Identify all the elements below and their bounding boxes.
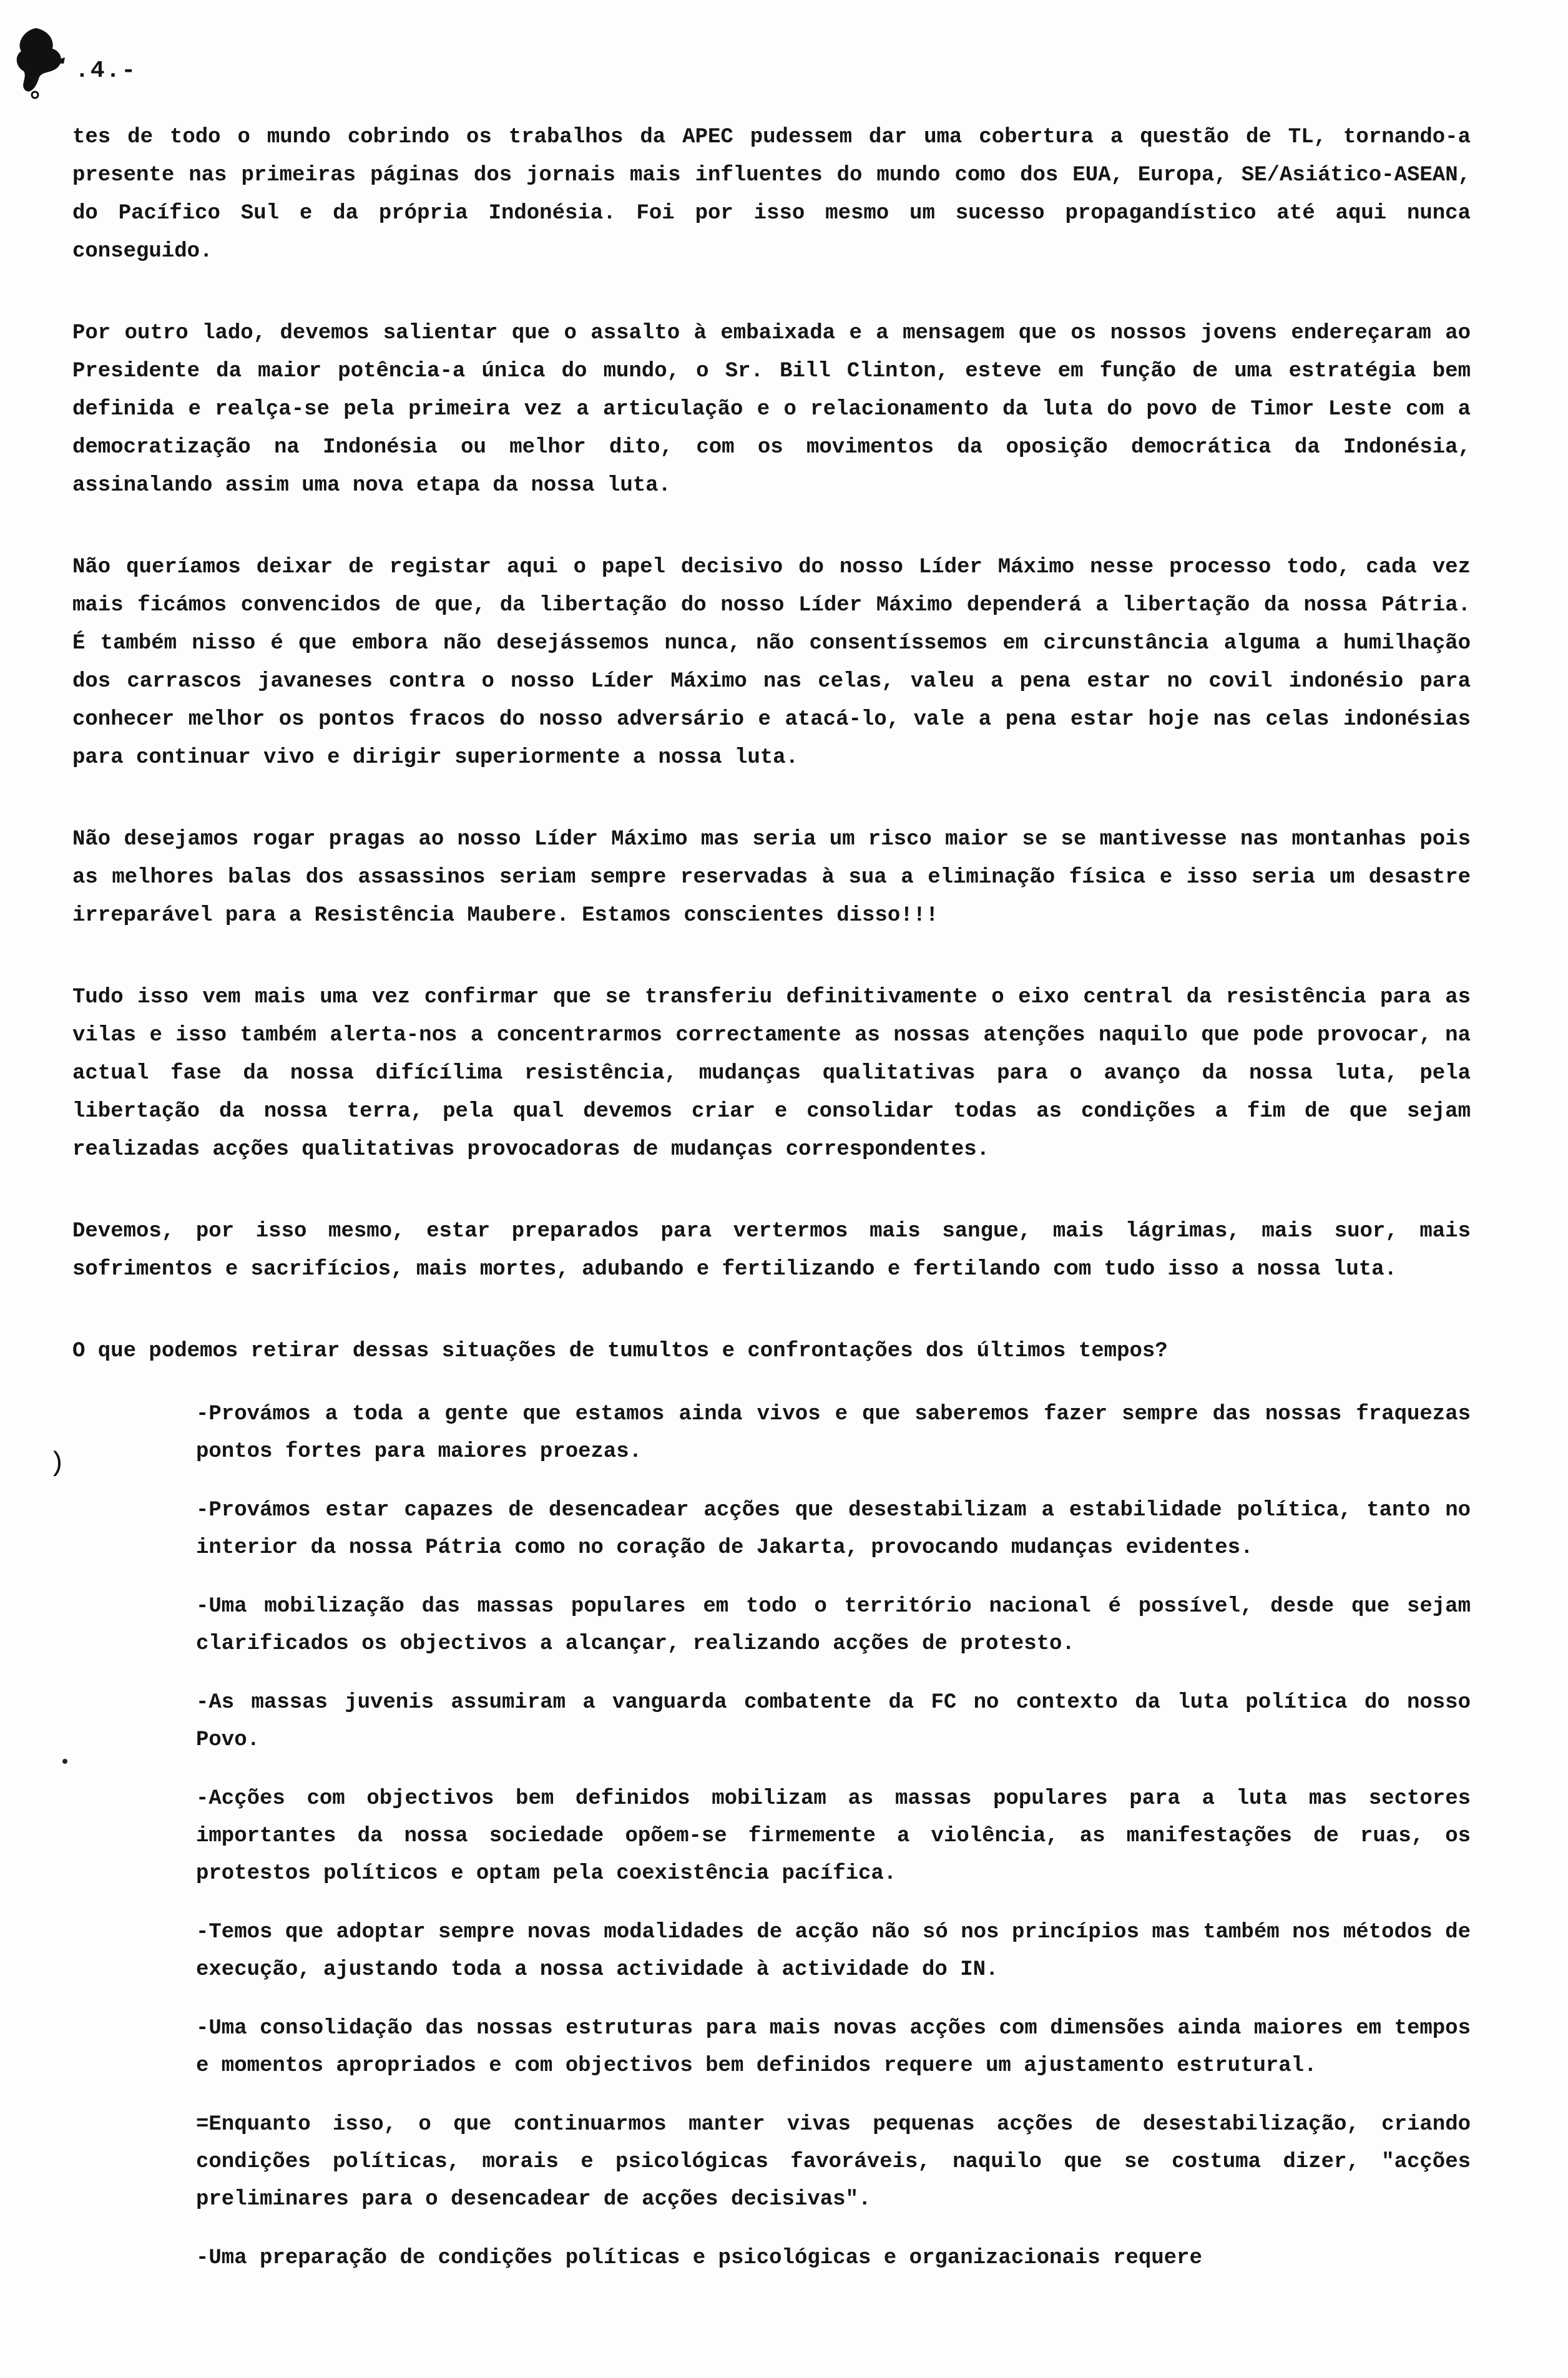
paragraph: Não desejamos rogar pragas ao nosso Líder Máximo mas seria um risco maior se se mantivesse nas montanhas pois as melhores balas dos assassinos seriam sempre reservadas à sua a eliminação física e isso seria um desastre irreparável para a Resistência Maubere. Estamos conscientes disso!!! (72, 828, 1484, 927)
list-item: =Enquanto isso, o que continuarmos manter vivas pequenas acções de desestabilização, criando condições políticas, morais e psicológicas favoráveis, naquilo que se costuma dizer, "acções preliminares para o desencadear de acções decisivas". (196, 2113, 1484, 2211)
list-item: -Uma preparação de condições políticas e psicológicas e organizacionais requere (196, 2246, 1202, 2270)
paragraph: Devemos, por isso mesmo, estar preparados para vertermos mais sangue, mais lágrimas, mais suor, mais sofrimentos e sacrifícios, mais mortes, adubando e fertilizando e fertilando com tudo isso a nossa luta. (72, 1220, 1484, 1281)
paragraph: Não queríamos deixar de registar aqui o papel decisivo do nosso Líder Máximo nesse processo todo, cada vez mais ficámos convencidos de que, da libertação do nosso Líder Máximo dependerá a libertação da nossa Pátria. É também nisso é que embora não desejássemos nunca, não consentíssemos em circunstância alguma a humilhação dos carrascos javaneses contra o nosso Líder Máximo nas celas, valeu a pena estar no covil indonésio para conhecer melhor os pontos fracos do nosso adversário e atacá-lo, vale a pena estar hoje nas celas indonésias para continuar vivo e dirigir superiormente a nossa luta. (72, 555, 1484, 770)
list-item: -Provámos a toda a gente que estamos ainda vivos e que saberemos fazer sempre das nossas fraquezas pontos fortes para maiores proezas. (196, 1402, 1484, 1464)
paragraph: Tudo isso vem mais uma vez confirmar que se transferiu definitivamente o eixo central da resistência para as vilas e isso também alerta-nos a concentrarmos correctamente as nossas atenções naquilo que pode provocar, na actual fase da nossa difícílima resistência, mudanças qualitativas para o avanço da nossa luta, pela libertação da nossa terra, pela qual devemos criar e consolidar todas as condições a fim de que sejam realizadas acções qualitativas provocadoras de mudanças correspondentes. (72, 986, 1484, 1162)
document-body (72, 119, 1484, 2298)
list-item: -Uma mobilização das massas populares em todo o território nacional é possível, desde que sejam clarificados os objectivos a alcançar, realizando acções de protesto. (196, 1595, 1484, 1656)
list-item: -Provámos estar capazes de desencadear acções que desestabilizam a estabilidade política, tanto no interior da nossa Pátria como no coração de Jakarta, provocando mudanças evidentes. (196, 1499, 1484, 1560)
margin-paren-mark: ) (49, 1448, 66, 1479)
list-item: -Temos que adoptar sempre novas modalidades de acção não só nos princípios mas também nos métodos de execução, ajustando toda a nossa actividade à actividade do IN. (196, 1921, 1484, 1982)
margin-dot-mark (62, 1759, 67, 1764)
paragraph: Por outro lado, devemos salientar que o assalto à embaixada e a mensagem que os nossos jovens endereçaram ao Presidente da maior potência-a única do mundo, o Sr. Bill Clinton, esteve em função de uma estratégia bem definida e realça-se pela primeira vez a articulação e o relacionamento da luta do povo de Timor Leste com a democratização na Indonésia ou melhor dito, com os movimentos da oposição democrática da Indonésia, assinalando assim uma nova etapa da nossa luta. (72, 321, 1484, 497)
paragraph: tes de todo o mundo cobrindo os trabalhos da APEC pudessem dar uma cobertura a questão de TL, tornando-a presente nas primeiras páginas dos jornais mais influentes do mundo como dos EUA, Europa, SE/Asiático-ASEAN, do Pacífico Sul e da própria Indonésia. Foi por isso mesmo um sucesso propagandístico até aqui nunca conseguido. (72, 125, 1484, 263)
page-number: .4.- (75, 57, 137, 84)
list-item: -Uma consolidação das nossas estruturas para mais novas acções com dimensões ainda maiores em tempos e momentos apropriados e com objectivos bem definidos requere um ajustamento estrutural. (196, 2017, 1484, 2078)
list-item: -As massas juvenis assumiram a vanguarda combatente da FC no contexto da luta política do nosso Povo. (196, 1691, 1484, 1752)
ink-blot-icon (11, 25, 67, 100)
conclusions-list (72, 1396, 1484, 2277)
question-heading: O que podemos retirar dessas situações de tumultos e confrontações dos últimos tempos? (72, 1339, 1168, 1363)
list-item: -Acções com objectivos bem definidos mobilizam as massas populares para a luta mas sectores importantes da nossa sociedade opõem-se firmemente a violência, as manifestações de ruas, os protestos políticos e optam pela coexistência pacífica. (196, 1787, 1484, 1886)
